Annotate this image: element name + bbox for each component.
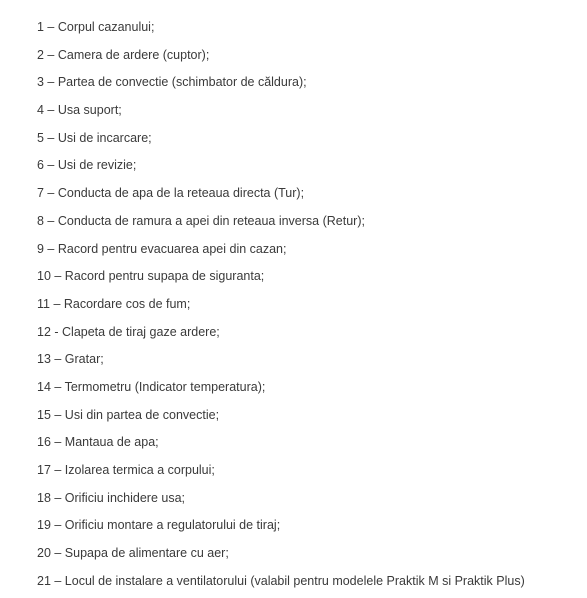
list-item: 7 – Conducta de apa de la reteaua directa (Tur); (37, 186, 305, 201)
list-item: 17 – Izolarea termica a corpului; (37, 463, 215, 477)
list-item: 9 – Racord pentru evacuarea apei din cazan; (37, 241, 287, 256)
list-item: 21 – Locul de instalare a ventilatorului (valabil pentru modelele Praktik M si Praktik Plus) (37, 573, 525, 588)
list-item: 13 – Gratar; (37, 352, 104, 367)
list-item: 10 – Racord pentru supapa de siguranta; (37, 269, 265, 284)
list-item: 3 – Partea de convectie (schimbator de căldura); (37, 75, 307, 90)
component-list (37, 17, 525, 598)
list-item: 16 – Mantaua de apa; (37, 435, 159, 450)
list-item: 5 – Usi de incarcare; (37, 130, 152, 145)
list-item: 11 – Racordare cos de fum; (37, 296, 191, 311)
list-item: 12 - Clapeta de tiraj gaze ardere; (37, 324, 220, 339)
list-item: 15 – Usi din partea de convectie; (37, 407, 220, 422)
list-item: 2 – Camera de ardere (cuptor); (37, 47, 210, 62)
list-item: 18 – Orificiu inchidere usa; (37, 490, 185, 505)
list-item: 20 – Supapa de alimentare cu aer; (37, 546, 229, 561)
list-item: 6 – Usi de revizie; (37, 158, 137, 173)
list-item: 19 – Orificiu montare a regulatorului de tiraj; (37, 518, 281, 533)
list-item: 4 – Usa suport; (37, 103, 122, 118)
list-item: 8 – Conducta de ramura a apei din reteaua inversa (Retur); (37, 213, 365, 228)
list-item: 14 – Termometru (Indicator temperatura); (37, 379, 266, 394)
list-item: 1 – Corpul cazanului; (37, 20, 155, 34)
